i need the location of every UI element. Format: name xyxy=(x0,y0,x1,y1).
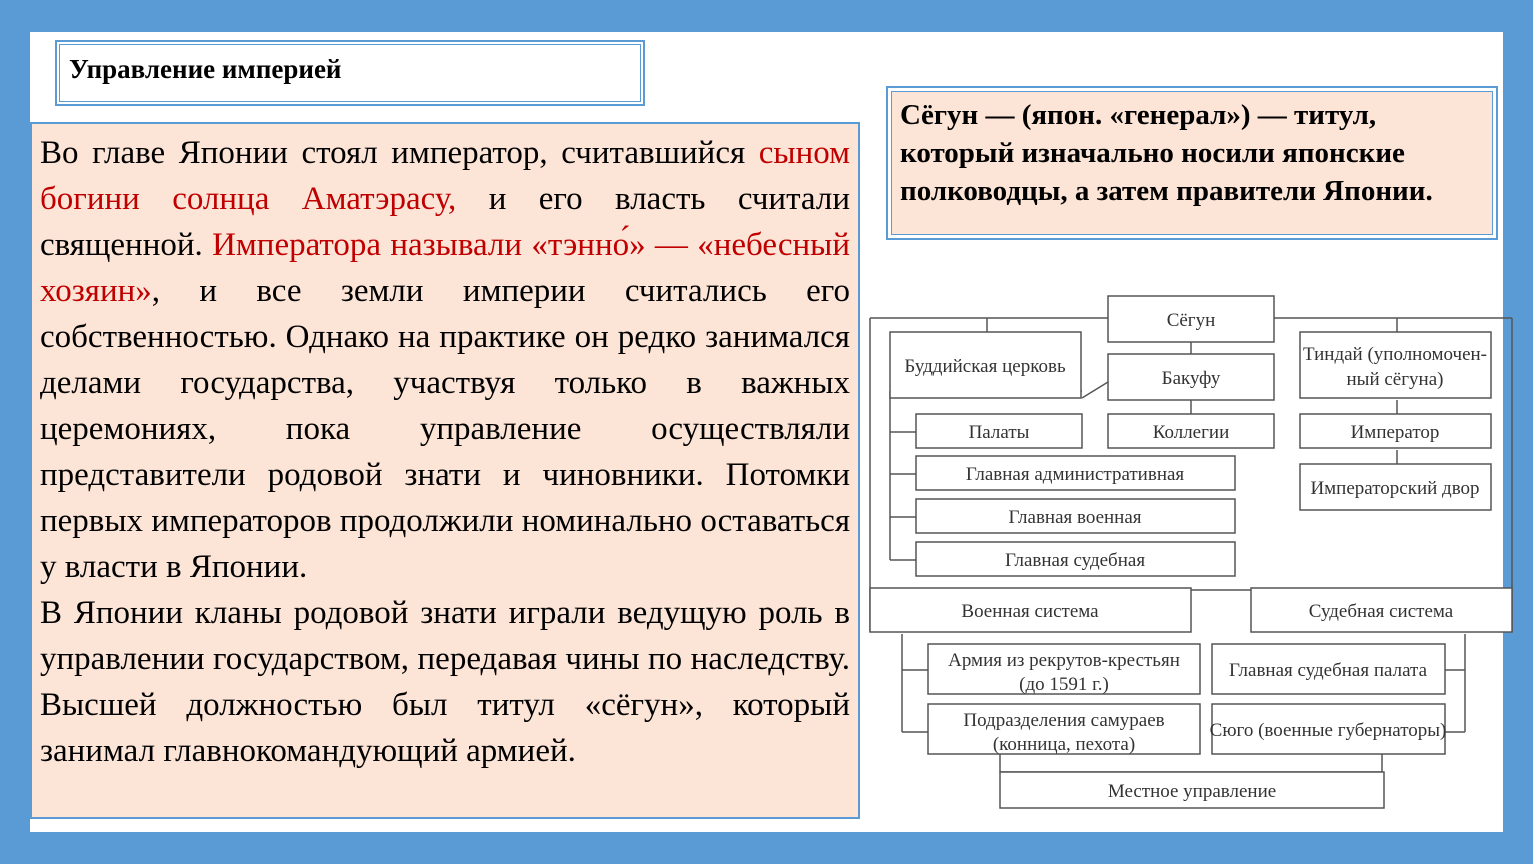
label-judicial-chamber: Главная судебная палата xyxy=(1228,660,1428,681)
label-army-line1: Армия из рекрутов-крестьян xyxy=(948,650,1180,671)
label-judicial-system: Судебная система xyxy=(1308,601,1454,622)
label-imperial-court: Императорский двор xyxy=(1310,478,1480,499)
label-main-military: Главная военная xyxy=(1008,507,1142,528)
label-samurai-line1: Подразделения самураев xyxy=(963,710,1165,731)
label-army-line2: (до 1591 г.) xyxy=(1019,674,1109,695)
definition-text: Сёгун — (япон. «генерал») — титул, который изначально носили японские полководцы, а затем правители Японии. xyxy=(900,99,1433,207)
p1-text-c: , и все земли империи считались его собственностью. Однако на практике он редко занимался делами государства, участвуя только в важных церемониях, пока управление осуществляли представители родовой знати и чиновники. Потомки первых императоров продолжили номинально оставаться у власти в Японии. xyxy=(40,273,850,585)
government-structure-diagram xyxy=(862,290,1522,820)
label-military-system: Военная система xyxy=(961,601,1099,622)
p1-text-b: и его власть считали священной. xyxy=(40,181,850,263)
label-buddhist-church: Буддийская церковь xyxy=(904,356,1066,377)
label-tindai-line1: Тиндай (уполномочен- xyxy=(1302,344,1488,365)
main-text xyxy=(40,130,850,774)
paragraph-1 xyxy=(40,130,850,590)
label-palaty: Палаты xyxy=(968,422,1030,443)
paragraph-2: В Японии кланы родовой знати играли ведущую роль в управлении государством, передавая чины по наследству. Высшей должностью был титул «сёгун», который занимал главнокомандующий армией. xyxy=(40,595,850,769)
label-bakufu: Бакуфу xyxy=(1161,368,1221,389)
label-samurai-line2: (конница, пехота) xyxy=(992,734,1136,755)
label-tindai-line2: ный сёгуна) xyxy=(1346,369,1444,390)
label-kollegii: Коллегии xyxy=(1152,422,1230,443)
label-main-admin: Главная административная xyxy=(965,464,1185,485)
connector xyxy=(1082,382,1108,398)
slide-title: Управление империей xyxy=(69,54,342,84)
label-emperor: Император xyxy=(1350,422,1440,443)
title-box xyxy=(55,40,645,106)
label-main-judicial: Главная судебная xyxy=(1004,550,1146,571)
p1-highlight-tenno: Императора называли «тэнно́» — «небесный хозяин» xyxy=(40,227,850,309)
label-local-government: Местное управление xyxy=(1107,781,1277,802)
label-syugo: Сюго (военные губернаторы) xyxy=(1209,720,1447,741)
label-segun: Сёгун xyxy=(1166,310,1216,331)
p1-text-a: Во главе Японии стоял император, считавшийся xyxy=(40,135,759,171)
p1-highlight-amaterasu: сыном богини солнца Аматэрасу, xyxy=(40,135,850,217)
